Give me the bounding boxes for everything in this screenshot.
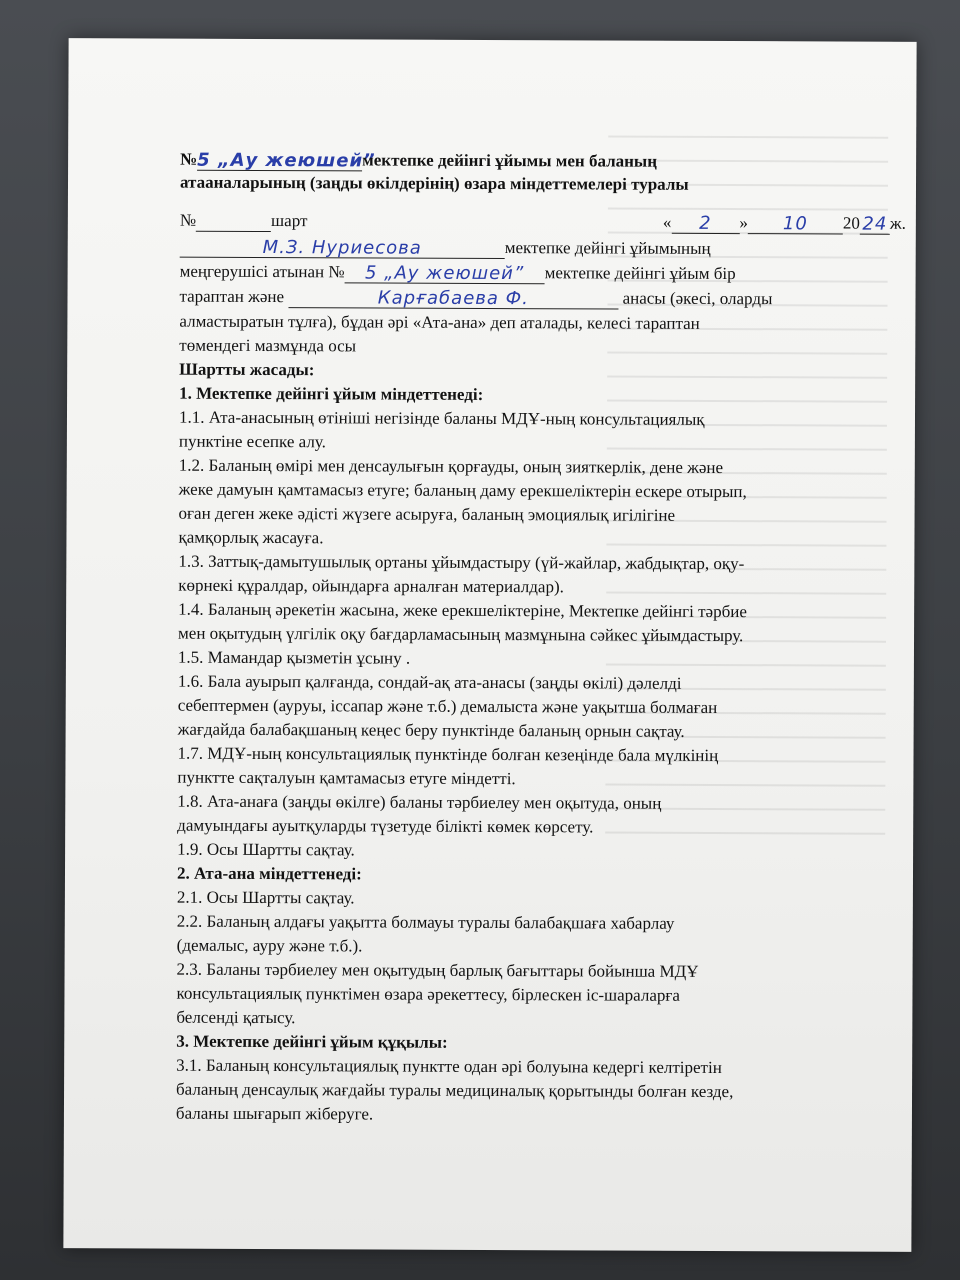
clause-2-3-c: белсенді қатысу. bbox=[176, 1007, 296, 1028]
contract-word: шарт bbox=[271, 211, 308, 231]
title-line-2: атааналарының (заңды өкілдерінің) өзара міндеттемелері туралы bbox=[179, 172, 689, 194]
section-1-heading: 1. Мектепке дейінгі ұйым міндеттенеді: bbox=[179, 383, 484, 404]
section-2-heading: 2. Ата-ана міндеттенеді: bbox=[176, 863, 362, 884]
clause-3-1-a: 3.1. Баланың консультациялық пунктте одан әрі болуына кедергі келтіретін bbox=[176, 1055, 722, 1078]
intro-line-3-a: тараптан және bbox=[179, 286, 285, 307]
clause-1-4-a: 1.4. Баланың әрекетін жасына, жеке ерекшеліктеріне, Мектепке дейінгі тәрбие bbox=[178, 599, 747, 622]
contract-number-blank bbox=[196, 211, 271, 232]
handwritten-director-name: М.З. Нуриесова bbox=[180, 237, 505, 259]
quote-open: « bbox=[662, 212, 672, 232]
intro-line-3 bbox=[179, 286, 905, 311]
clause-3-1-b: баланың денсаулық жағдайы туралы медициналық қорытынды болған кезде, bbox=[176, 1079, 734, 1102]
clause-1-6-b: себептермен (ауруы, іссапар және т.б.) демалыста және уақытша болмаған bbox=[177, 695, 718, 717]
handwritten-org-name: 5 „Ау жеюшей” bbox=[197, 149, 376, 172]
clause-2-3-a: 2.3. Баланы тәрбиелеу мен оқытудың барлық бағыттары бойынша МДҰ bbox=[176, 959, 699, 981]
clause-1-8-a: 1.8. Ата-анаға (заңды өкілге) баланы тәрбиелеу мен оқытуда, оның bbox=[177, 791, 662, 813]
clause-1-8-b: дамуындағы ауытқуларды түзетуде білікті көмек көрсету. bbox=[177, 815, 594, 837]
clause-2-2-a: 2.2. Баланың алдағы уақытта болмауы туралы балабақшаға хабарлау bbox=[176, 911, 675, 933]
title-line-1 bbox=[180, 149, 906, 174]
year-unit: ж. bbox=[889, 213, 906, 233]
document-page bbox=[63, 38, 916, 1252]
clause-1-2-d: қамқорлық жасауға. bbox=[178, 527, 324, 548]
handwritten-year: 24 bbox=[860, 214, 890, 235]
intro-line-1-rest: мектепке дейінгі ұйымының bbox=[504, 238, 711, 258]
clause-2-1: 2.1. Осы Шартты сақтау. bbox=[176, 887, 355, 908]
handwritten-month: 10 bbox=[748, 213, 843, 234]
section-3-heading: 3. Мектепке дейінгі ұйым құқылы: bbox=[176, 1031, 448, 1052]
clause-1-5: 1.5. Мамандар қызметін ұсыну . bbox=[177, 647, 411, 668]
clause-2-2-b: (демалыс, ауру және т.б.). bbox=[176, 935, 363, 956]
clause-1-1-a: 1.1. Ата-анасының өтініші негізінде баланы МДҰ-ның консультациялық bbox=[178, 407, 705, 429]
clause-1-9: 1.9. Осы Шартты сақтау. bbox=[177, 839, 355, 860]
clause-1-7-b: пунктте сақталуын қамтамасыз етуге міндетті. bbox=[177, 767, 516, 789]
clause-3-1-c: баланы шығарып жіберуге. bbox=[175, 1103, 374, 1124]
intro-line-2-a: меңгерушісі атынан № bbox=[179, 261, 345, 282]
clause-1-6-a: 1.6. Бала ауырып қалғанда, сондай-ақ ата-анасы (заңды өкілі) дәлелді bbox=[177, 671, 682, 693]
handwritten-org-name-2: 5 „Ау жеюшей” bbox=[345, 262, 545, 284]
document-body bbox=[175, 39, 907, 1124]
clause-1-2-b: жеке дамуын қамтамасыз етуге; баланың даму ерекшеліктерін ескере отырып, bbox=[178, 479, 747, 502]
clause-1-3-a: 1.3. Заттық-дамытушылық ортаны ұйымдастыру (үй-жайлар, жабдықтар, оқу- bbox=[178, 551, 745, 574]
intro-line-4: алмастыратын тұлға), бұдан әрі «Ата-ана» деп аталады, келесі тараптан bbox=[179, 311, 700, 333]
handwritten-day: 2 bbox=[671, 213, 739, 234]
contract-line bbox=[180, 210, 906, 235]
clause-1-6-c: жағдайда балабақшаның кеңес беру пунктінде баланың орнын сақтау. bbox=[177, 719, 685, 741]
intro-line-2 bbox=[180, 261, 906, 286]
clause-1-4-b: мен оқытудың үлгілік оқу бағдарламасының мазмұнына сәйкес ұйымдастыру. bbox=[178, 623, 744, 646]
clause-1-2-a: 1.2. Баланың өмірі мен денсаулығын қорғауды, оның зияткерлік, дене және bbox=[178, 455, 724, 478]
intro-line-5: төмендегі мазмұнда осы bbox=[179, 335, 357, 356]
clause-1-3-b: көрнекі құралдар, ойындарға арналған материалдар). bbox=[178, 575, 564, 597]
clause-1-7-a: 1.7. МДҰ-ның консультациялық пунктінде болған кезеңінде бала мүлкінің bbox=[177, 743, 719, 765]
intro-line-6: Шартты жасады: bbox=[179, 359, 315, 380]
handwritten-parent-name: Карғабаева Ф. bbox=[288, 287, 618, 309]
contract-no-sign: № bbox=[179, 210, 197, 230]
intro-line-1 bbox=[180, 236, 906, 261]
year-prefix: 20 bbox=[842, 213, 860, 233]
title-no-sign: № bbox=[180, 149, 198, 169]
quote-close: » bbox=[739, 213, 748, 233]
clause-1-1-b: пунктіне есепке алу. bbox=[178, 431, 326, 452]
clause-1-2-c: оған деген жеке әдісті жүзеге асыруға, баланың эмоциялық игілігіне bbox=[178, 503, 676, 525]
title-rest-1: мектепке дейінгі ұйымы мен баланың bbox=[362, 150, 658, 171]
intro-line-2-b: мектепке дейінгі ұйым бір bbox=[544, 263, 736, 284]
clause-2-3-b: консультациялық пунктімен өзара әрекеттесу, бірлескен іс-шараларға bbox=[176, 983, 680, 1005]
intro-line-3-b: анасы (әкесі, оларды bbox=[622, 288, 773, 309]
